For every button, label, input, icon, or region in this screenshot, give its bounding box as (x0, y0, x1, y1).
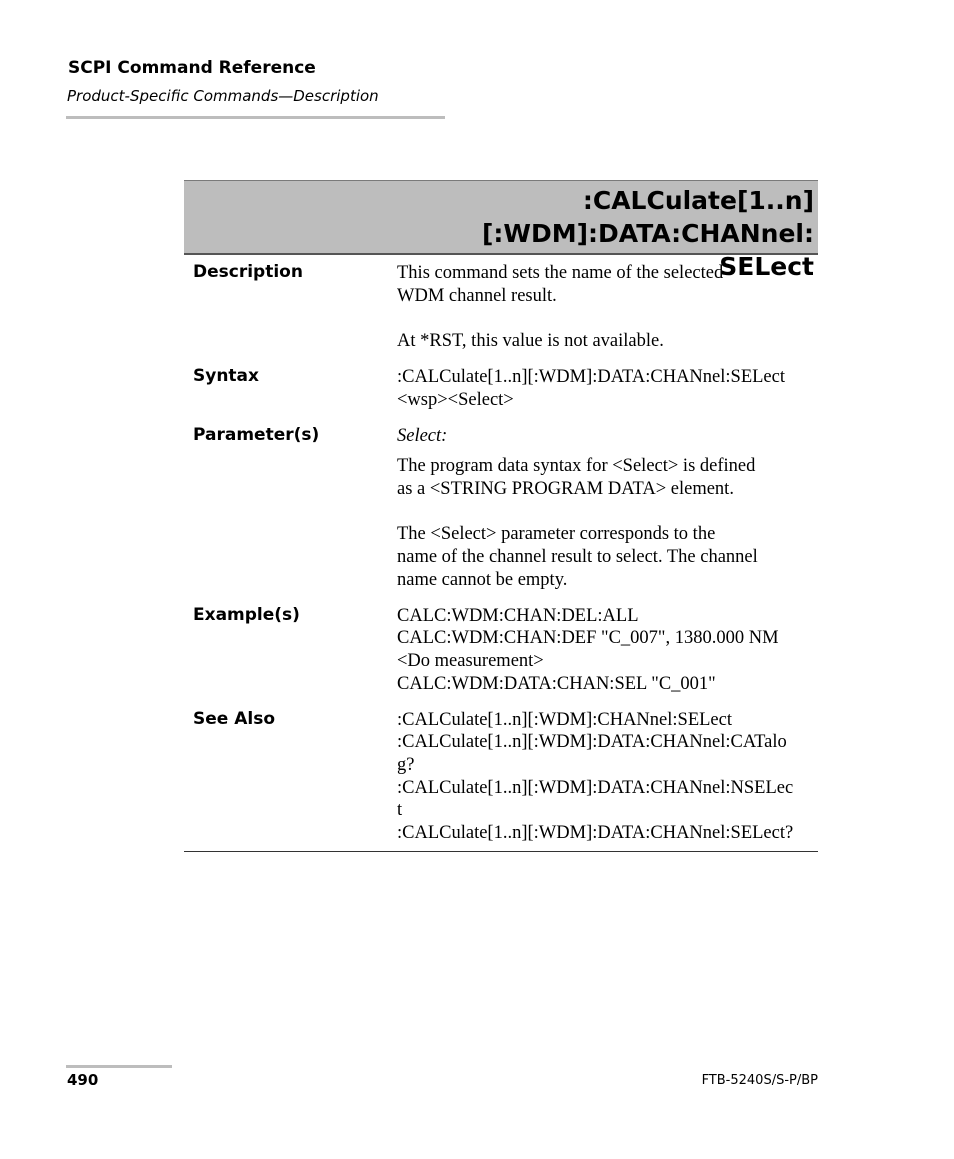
examples-line-2: CALC:WDM:CHAN:DEF "C_007", 1380.000 NM (397, 628, 779, 648)
syntax-line-2: <wsp><Select> (397, 390, 514, 410)
description-line-1: This command sets the name of the selected (397, 263, 724, 283)
table-bottom-rule (184, 851, 818, 852)
syntax-line-1: :CALCulate[1..n][:WDM]:DATA:CHANnel:SELect (397, 367, 785, 387)
running-header-title: SCPI Command Reference (68, 58, 316, 78)
parameters-line-5: name cannot be empty. (397, 570, 568, 590)
see-also-line-6: :CALCulate[1..n][:WDM]:DATA:CHANnel:SELect? (397, 823, 794, 843)
page-number: 490 (67, 1071, 99, 1089)
parameters-line-1: The program data syntax for <Select> is defined (397, 456, 756, 476)
see-also-line-5: t (397, 800, 403, 820)
parameter-name: Select: (397, 426, 448, 446)
see-also-label: See Also (193, 709, 276, 729)
description-line-2: WDM channel result. (397, 286, 557, 306)
parameters-line-3: The <Select> parameter corresponds to the (397, 524, 716, 544)
examples-line-3: <Do measurement> (397, 651, 544, 671)
description-line-3: At *RST, this value is not available. (397, 331, 664, 351)
see-also-line-2: :CALCulate[1..n][:WDM]:DATA:CHANnel:CATalo (397, 732, 787, 752)
command-title-line-2: SELect (719, 252, 814, 281)
examples-line-1: CALC:WDM:CHAN:DEL:ALL (397, 606, 639, 626)
see-also-line-4: :CALCulate[1..n][:WDM]:DATA:CHANnel:NSELec (397, 778, 794, 798)
examples-label: Example(s) (193, 605, 300, 625)
parameters-line-2: as a <STRING PROGRAM DATA> element. (397, 479, 734, 499)
parameters-line-4: name of the channel result to select. The channel (397, 547, 758, 567)
parameters-label: Parameter(s) (193, 425, 320, 445)
see-also-line-1: :CALCulate[1..n][:WDM]:CHANnel:SELect (397, 710, 732, 730)
command-title-line-1: :CALCulate[1..n][:WDM]:DATA:CHANnel: (482, 186, 814, 248)
examples-line-4: CALC:WDM:DATA:CHAN:SEL "C_001" (397, 674, 716, 694)
syntax-label: Syntax (193, 366, 259, 386)
header-divider (66, 116, 445, 119)
description-label: Description (193, 262, 303, 282)
see-also-line-3: g? (397, 755, 415, 775)
footer-divider (66, 1065, 172, 1068)
running-header-subtitle: Product-Specific Commands—Description (67, 87, 379, 105)
product-model: FTB-5240S/S-P/BP (701, 1073, 818, 1088)
